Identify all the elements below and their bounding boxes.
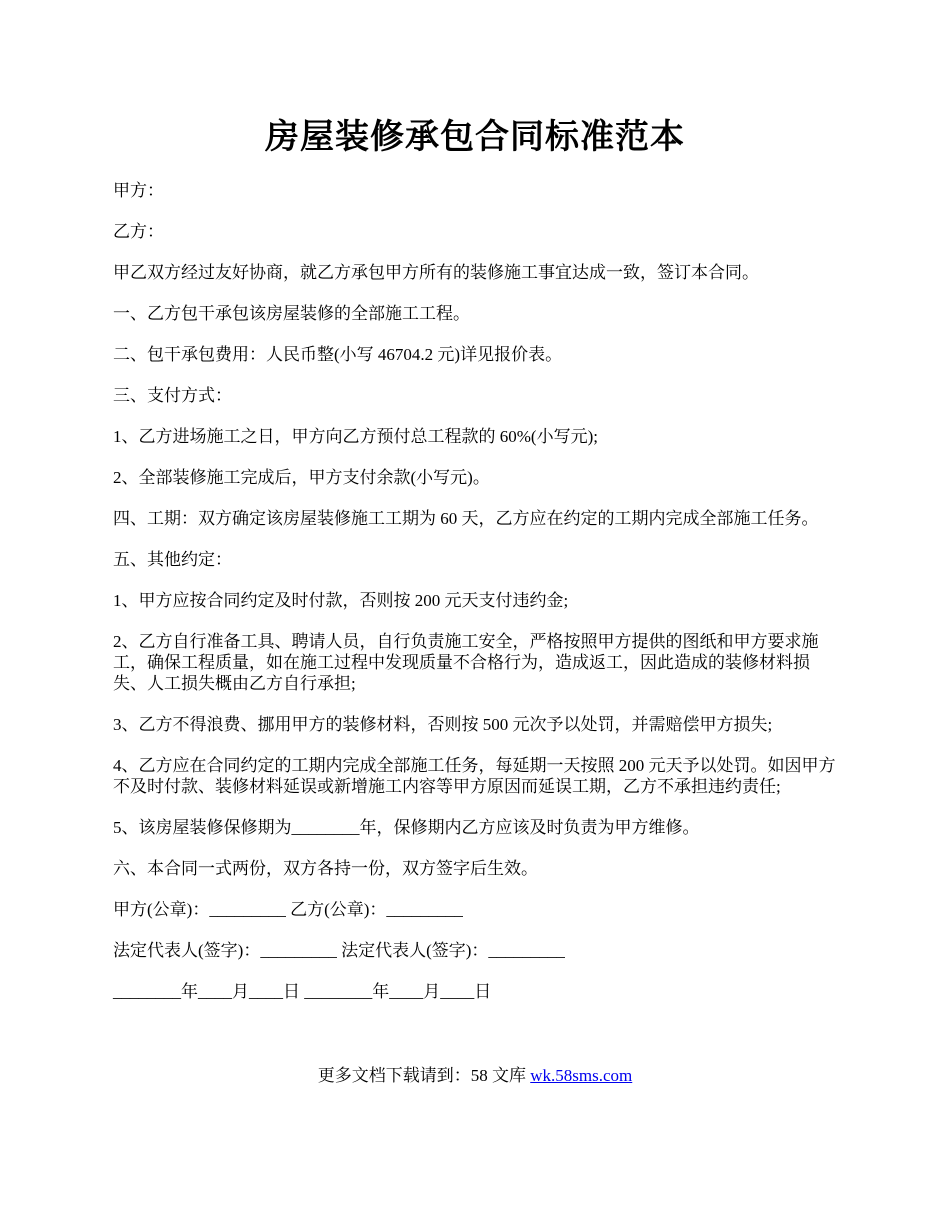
clause-2-fee: 二、包干承包费用：人民币整(小写 46704.2 元)详见报价表。 — [113, 345, 563, 364]
party-a-line: 甲方： — [113, 181, 164, 200]
clause-5-heading: 五、其他约定： — [113, 550, 232, 569]
clause-6: 六、本合同一式两份，双方各持一份，双方签字后生效。 — [113, 859, 538, 878]
signature-line: 法定代表人(签字)：_________ 法定代表人(签字)：_________ — [113, 941, 565, 960]
document-title: 房屋装修承包合同标准范本 — [265, 119, 685, 156]
footer-link[interactable]: wk.58sms.com — [530, 1066, 633, 1085]
seal-line: 甲方(公章)：_________ 乙方(公章)：_________ — [113, 900, 463, 919]
clause-1: 一、乙方包干承包该房屋装修的全部施工工程。 — [113, 304, 470, 323]
party-b-line: 乙方： — [113, 222, 164, 241]
clause-4-schedule: 四、工期：双方确定该房屋装修施工工期为 60 天，乙方应在约定的工期内完成全部施工任务。 — [113, 509, 819, 528]
download-footer — [0, 1065, 950, 1087]
agreement-item-3: 3、乙方不得浪费、挪用甲方的装修材料，否则按 500 元次予以处罚，并需赔偿甲方损失; — [113, 715, 773, 734]
agreement-item-2: 2、乙方自行准备工具、聘请人员，自行负责施工安全，严格按照甲方提供的图纸和甲方要求施工，确保工程质量，如在施工过程中发现质量不合格行为，造成返工，因此造成的装修材料损失、人工损失概由乙方自行承担; — [113, 632, 819, 693]
intro-paragraph: 甲乙双方经过友好协商，就乙方承包甲方所有的装修施工事宜达成一致，签订本合同。 — [113, 263, 759, 282]
footer-prefix: 更多文档下载请到：58 文库 — [317, 1066, 531, 1085]
payment-item-2: 2、全部装修施工完成后，甲方支付余款(小写元)。 — [113, 468, 490, 487]
date-line: ________年____月____日 ________年____月____日 — [113, 982, 492, 1001]
agreement-item-5: 5、该房屋装修保修期为________年，保修期内乙方应该及时负责为甲方维修。 — [113, 818, 700, 837]
agreement-item-1: 1、甲方应按合同约定及时付款，否则按 200 元天支付违约金; — [113, 591, 569, 610]
payment-item-1: 1、乙方进场施工之日，甲方向乙方预付总工程款的 60%(小写元); — [113, 427, 598, 446]
clause-3-heading: 三、支付方式： — [113, 386, 232, 405]
agreement-item-4: 4、乙方应在合同约定的工期内完成全部施工任务，每延期一天按照 200 元天予以处罚。如因甲方不及时付款、装修材料延误或新增施工内容等甲方原因而延误工期，乙方不承担违约责任; — [113, 756, 836, 796]
contract-body — [113, 180, 843, 1022]
